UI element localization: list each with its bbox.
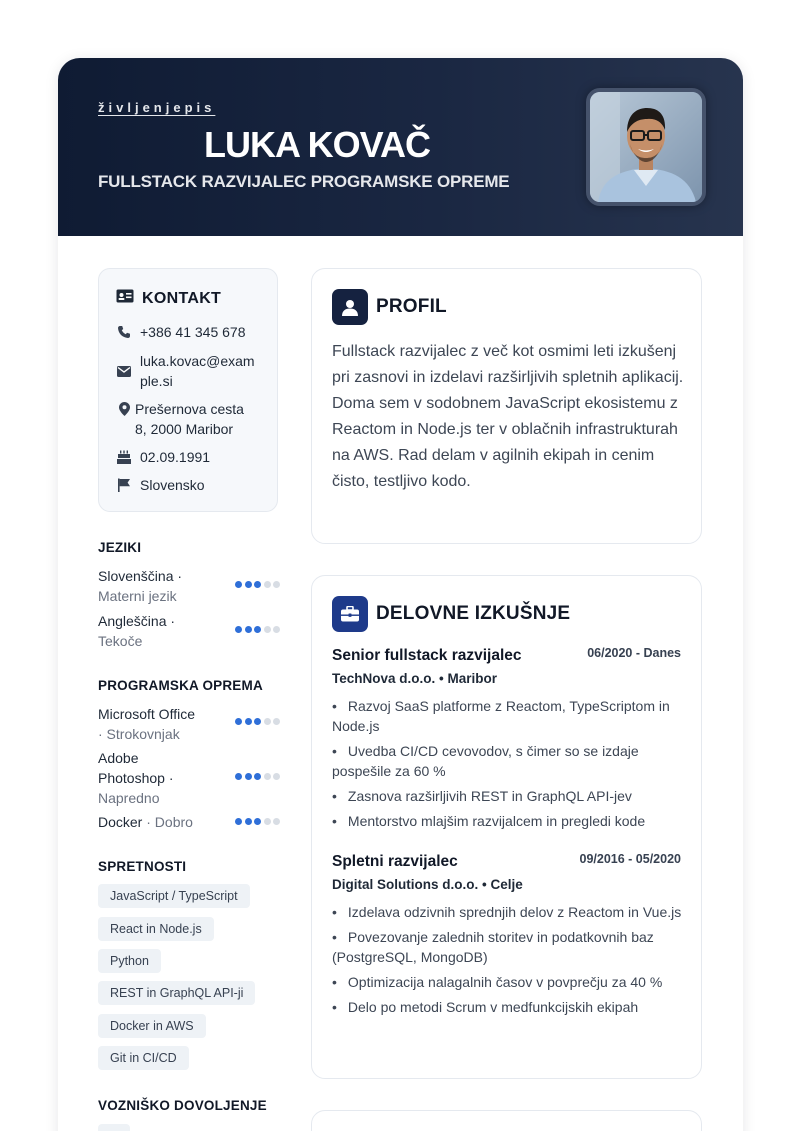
id-card-icon — [116, 289, 134, 308]
candidate-job-title: FULLSTACK RAZVIJALEC PROGRAMSKE OPREME — [98, 172, 510, 191]
header-kicker: življenjepis — [98, 100, 216, 115]
language-item: Slovenščina · Materni jezik — [98, 566, 280, 606]
contact-title: KONTAKT — [142, 289, 222, 307]
job-title: Spletni razvijalec — [332, 853, 458, 870]
software-heading: PROGRAMSKA OPREMA — [98, 678, 263, 693]
profile-panel — [311, 268, 702, 544]
resume-header — [58, 58, 743, 236]
contact-nationality — [116, 475, 205, 495]
job-company: TechNova d.o.o. • Maribor — [332, 671, 497, 686]
languages-heading: JEZIKI — [98, 540, 142, 555]
list-item: • Uvedba CI/CD cevovodov, s čimer so se izdaje pospešile za 60 % — [332, 743, 639, 779]
phone-icon — [116, 322, 132, 342]
job-bullets — [332, 696, 687, 836]
resume-card — [58, 58, 743, 1131]
experience-heading — [332, 596, 570, 632]
list-item: • Optimizacija nalagalnih časov v povprečju za 40 % — [332, 974, 663, 990]
birthdate-value: 02.09.1991 — [140, 449, 211, 465]
level-dots — [235, 581, 280, 588]
next-panel — [311, 1110, 702, 1131]
skill-tag: Git in CI/CD — [98, 1046, 189, 1070]
job-date: 09/2016 - 05/2020 — [579, 852, 681, 866]
list-item: • Mentorstvo mlajšim razvijalcem in pregledi kode — [332, 813, 646, 829]
software-item: Microsoft Office · Strokovnjak — [98, 704, 280, 744]
map-pin-icon — [116, 399, 132, 419]
software-item: Adobe Photoshop · Napredno — [98, 748, 280, 808]
language-item: Angleščina · Tekoče — [98, 611, 280, 651]
contact-address — [116, 399, 244, 439]
level-dots — [235, 718, 280, 725]
profile-title: PROFIL — [376, 296, 447, 317]
phone-value: +386 41 345 678 — [140, 324, 246, 340]
experience-title: DELOVNE IZKUŠNJE — [376, 603, 571, 624]
job-title: Senior fullstack razvijalec — [332, 647, 522, 664]
skill-tag: JavaScript / TypeScript — [98, 884, 250, 908]
profile-summary: Fullstack razvijalec z več kot osmimi leti izkušenj pri zasnovi in izdelavi razširljivih spletnih aplikacij. Doma sem v sodobnem JavaScript ekosistemu z Reactom in Node.js ter v oblačnih infrastrukturah na AWS. Rad delam v agilnih ekipah in cenim čisto, testljivo kodo. — [332, 343, 684, 490]
briefcase-icon — [332, 596, 368, 632]
flag-icon — [116, 475, 132, 495]
list-item: • Delo po metodi Scrum v medfunkcijskih ekipah — [332, 999, 639, 1015]
list-item: • Zasnova razširljivih REST in GraphQL API-jev — [332, 788, 632, 804]
license-heading: VOZNIŠKO DOVOLJENJE — [98, 1098, 267, 1113]
contact-email — [116, 351, 255, 391]
experience-panel — [311, 575, 702, 1079]
skill-tag: Docker in AWS — [98, 1014, 206, 1038]
profile-photo — [586, 88, 706, 206]
contact-heading — [116, 289, 221, 308]
portrait-illustration — [590, 92, 702, 202]
level-dots — [235, 626, 280, 633]
skill-tag: React in Node.js — [98, 917, 214, 941]
license-tag — [98, 1124, 130, 1131]
contact-phone — [116, 322, 246, 342]
email-value: luka.kovac@exam ple.si — [140, 353, 255, 389]
nationality-value: Slovensko — [140, 477, 205, 493]
contact-card — [98, 268, 278, 512]
birthday-cake-icon — [116, 447, 132, 467]
address-value: Prešernova cesta 8, 2000 Maribor — [135, 401, 244, 437]
skill-tag: Python — [98, 949, 161, 973]
software-item: Docker · Dobro — [98, 812, 280, 832]
level-dots — [235, 773, 280, 780]
list-item: • Povezovanje zalednih storitev in podatkovnih baz (PostgreSQL, MongoDB) — [332, 929, 654, 965]
job-date: 06/2020 - Danes — [587, 646, 681, 660]
list-item: • Izdelava odzivnih sprednjih delov z Reactom in Vue.js — [332, 904, 682, 920]
job-company: Digital Solutions d.o.o. • Celje — [332, 877, 523, 892]
list-item: • Razvoj SaaS platforme z Reactom, TypeScriptom in Node.js — [332, 698, 670, 734]
envelope-icon — [116, 351, 132, 391]
contact-birthdate — [116, 447, 210, 467]
job-bullets — [332, 902, 687, 1022]
candidate-name: LUKA KOVAČ — [204, 124, 430, 165]
level-dots — [235, 818, 280, 825]
user-icon — [332, 289, 368, 325]
skill-tag: REST in GraphQL API-ji — [98, 981, 255, 1005]
profile-heading — [332, 289, 447, 325]
skills-heading: SPRETNOSTI — [98, 859, 187, 874]
